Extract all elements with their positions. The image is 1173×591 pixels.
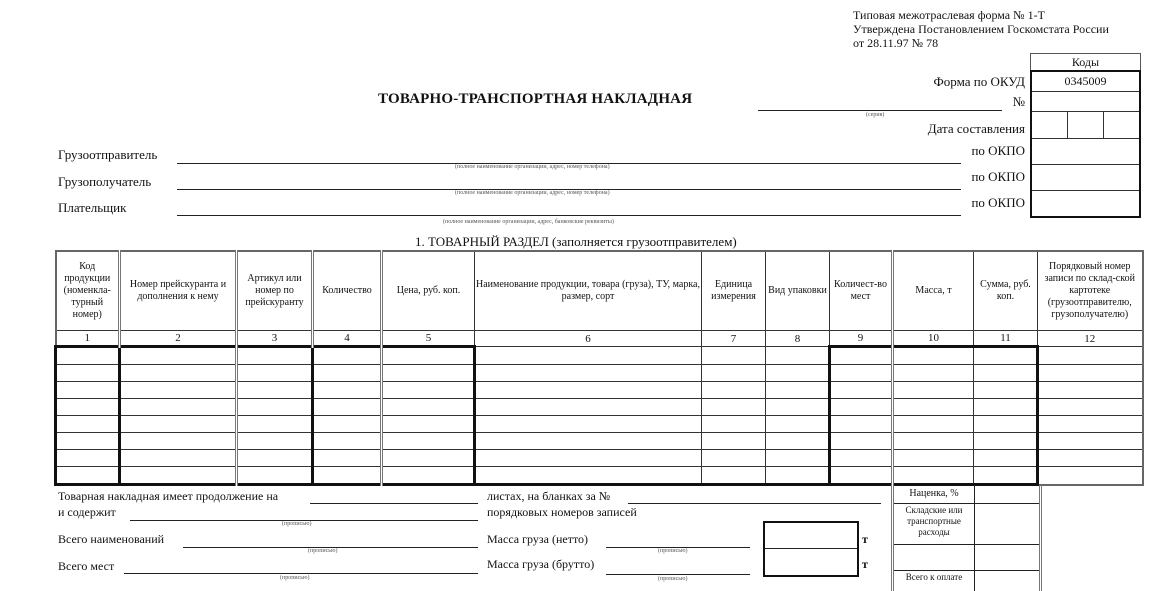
- table-row: [56, 365, 1143, 382]
- net-mass-unit: т: [862, 532, 868, 546]
- cell-article[interactable]: [237, 433, 313, 450]
- cell-package[interactable]: [766, 433, 830, 450]
- cell-package[interactable]: [766, 399, 830, 416]
- cell-places[interactable]: [830, 347, 893, 365]
- cell-mass[interactable]: [893, 347, 974, 365]
- cell-mass[interactable]: [893, 467, 974, 485]
- cell-name[interactable]: [475, 365, 702, 382]
- in-words-hint: (прописью): [282, 521, 312, 527]
- cell-places[interactable]: [830, 399, 893, 416]
- col-number: 2: [120, 331, 237, 347]
- col-number: 5: [382, 331, 475, 347]
- total-names-label: Всего наименований: [58, 532, 165, 546]
- col-number: 8: [766, 331, 830, 347]
- cell-sum[interactable]: [974, 365, 1038, 382]
- col-header-pricelist: Номер прейскуранта и дополнения к нему: [120, 251, 237, 331]
- cell-places[interactable]: [830, 365, 893, 382]
- cell-record-number[interactable]: [1038, 382, 1143, 399]
- cell-places[interactable]: [830, 416, 893, 433]
- gross-mass-field[interactable]: [765, 548, 853, 572]
- net-mass-field[interactable]: [765, 523, 853, 547]
- cell-pricelist[interactable]: [120, 416, 237, 433]
- cell-product-code[interactable]: [56, 399, 120, 416]
- cell-name[interactable]: [475, 450, 702, 467]
- okpo-consignee-field[interactable]: [1032, 165, 1139, 191]
- table-row: [56, 416, 1143, 433]
- cell-price[interactable]: [382, 399, 475, 416]
- form-note: [853, 8, 1109, 50]
- col-number: 7: [702, 331, 766, 347]
- markup-label: Наценка, %: [894, 485, 975, 503]
- page-title: ТОВАРНО-ТРАНСПОРТНАЯ НАКЛАДНАЯ: [378, 91, 693, 107]
- cell-article[interactable]: [237, 416, 313, 433]
- cell-quantity[interactable]: [313, 382, 382, 399]
- cell-mass[interactable]: [893, 399, 974, 416]
- date-label: Дата составления: [927, 121, 1025, 136]
- shipper-hint: (полное наименование организации, адрес, номер телефона): [455, 164, 610, 170]
- cell-quantity[interactable]: [313, 399, 382, 416]
- series-hint: (серия): [866, 112, 885, 118]
- cell-places[interactable]: [830, 450, 893, 467]
- cell-package[interactable]: [766, 347, 830, 365]
- in-words-hint: (прописью): [280, 575, 310, 581]
- gross-mass-words-input[interactable]: [606, 574, 750, 575]
- col-number: 1: [56, 331, 120, 347]
- sheets-count-input[interactable]: [310, 503, 478, 504]
- cell-sum[interactable]: [974, 433, 1038, 450]
- cell-price[interactable]: [382, 416, 475, 433]
- cell-places[interactable]: [830, 433, 893, 450]
- okpo-shipper-field[interactable]: [1032, 139, 1139, 165]
- payer-okpo-label: по ОКПО: [971, 195, 1025, 210]
- cell-mass[interactable]: [893, 450, 974, 467]
- table-row: [56, 347, 1143, 365]
- form-note-line1: Типовая межотраслевая форма № 1-Т: [853, 8, 1045, 22]
- cell-price[interactable]: [382, 433, 475, 450]
- cell-product-code[interactable]: [56, 347, 120, 365]
- codes-header: Коды: [1030, 53, 1141, 70]
- goods-table: [54, 250, 1144, 486]
- cell-unit[interactable]: [702, 467, 766, 485]
- cell-mass[interactable]: [893, 382, 974, 399]
- cell-quantity[interactable]: [313, 365, 382, 382]
- cell-pricelist[interactable]: [120, 433, 237, 450]
- cell-unit[interactable]: [702, 365, 766, 382]
- table-row: [56, 382, 1143, 399]
- cell-unit[interactable]: [702, 450, 766, 467]
- col-header-package: Вид упаковки: [766, 251, 830, 331]
- cell-record-number[interactable]: [1038, 433, 1143, 450]
- cell-price[interactable]: [382, 365, 475, 382]
- cell-product-code[interactable]: [56, 433, 120, 450]
- records-label: порядковых номеров записей: [487, 505, 637, 519]
- table-row: [56, 450, 1143, 467]
- table-row: [56, 399, 1143, 416]
- markup-field[interactable]: [975, 485, 1039, 503]
- date-code-field: [1032, 112, 1139, 139]
- blank-number-input[interactable]: [628, 503, 881, 504]
- cell-record-number[interactable]: [1038, 365, 1143, 382]
- section-title: 1. ТОВАРНЫЙ РАЗДЕЛ (заполняется грузоотправителем): [415, 234, 737, 249]
- cell-product-code[interactable]: [56, 416, 120, 433]
- cell-product-code[interactable]: [56, 467, 120, 485]
- cell-quantity[interactable]: [313, 433, 382, 450]
- total-places-label: Всего мест: [58, 559, 115, 573]
- col-number: 10: [893, 331, 974, 347]
- total-places-input[interactable]: [124, 573, 478, 574]
- cell-name[interactable]: [475, 416, 702, 433]
- col-header-name: Наименование продукции, товара (груза), ТУ, марка, размер, сорт: [475, 251, 702, 331]
- gross-mass-label: Масса груза (брутто): [487, 557, 595, 571]
- cell-mass[interactable]: [893, 416, 974, 433]
- cell-price[interactable]: [382, 347, 475, 365]
- col-number: 9: [830, 331, 893, 347]
- number-code-field[interactable]: [1032, 92, 1139, 112]
- cell-unit[interactable]: [702, 399, 766, 416]
- col-header-quantity: Количество: [313, 251, 382, 331]
- cell-price[interactable]: [382, 450, 475, 467]
- cell-product-code[interactable]: [56, 450, 120, 467]
- cell-pricelist[interactable]: [120, 467, 237, 485]
- gross-mass-unit: т: [862, 557, 868, 571]
- expenses-field[interactable]: [975, 504, 1039, 544]
- cell-quantity[interactable]: [313, 467, 382, 485]
- col-number: 11: [974, 331, 1038, 347]
- col-number: 12: [1038, 331, 1143, 347]
- col-header-mass: Масса, т: [893, 251, 974, 331]
- cell-unit[interactable]: [702, 347, 766, 365]
- form-note-line2: Утверждена Постановлением Госкомстата России: [853, 22, 1109, 36]
- date-day-field[interactable]: [1032, 112, 1068, 138]
- cell-article[interactable]: [237, 450, 313, 467]
- cell-sum[interactable]: [974, 399, 1038, 416]
- series-line[interactable]: [758, 110, 1002, 111]
- cell-name[interactable]: [475, 467, 702, 485]
- cell-sum[interactable]: [974, 347, 1038, 365]
- okud-label: Форма по ОКУД: [933, 74, 1025, 89]
- payer-input[interactable]: [177, 215, 961, 216]
- in-words-hint: (прописью): [658, 576, 688, 582]
- okud-code-field[interactable]: 0345009: [1032, 72, 1139, 92]
- cell-quantity[interactable]: [313, 450, 382, 467]
- consignee-label: Грузополучатель: [58, 174, 152, 189]
- cell-name[interactable]: [475, 382, 702, 399]
- cell-package[interactable]: [766, 450, 830, 467]
- expenses-label: Складские или транспортные расходы: [894, 504, 975, 544]
- sheets-label: листах, на бланках за №: [487, 489, 611, 503]
- cell-product-code[interactable]: [56, 365, 120, 382]
- in-words-hint: (прописью): [658, 548, 688, 554]
- cell-article[interactable]: [237, 467, 313, 485]
- date-year-field[interactable]: [1104, 112, 1139, 138]
- cell-unit[interactable]: [702, 382, 766, 399]
- number-label: №: [1012, 94, 1025, 109]
- table-row: [56, 467, 1143, 485]
- cell-pricelist[interactable]: [120, 450, 237, 467]
- cell-price[interactable]: [382, 382, 475, 399]
- col-header-article: Артикул или номер по прейскуранту: [237, 251, 313, 331]
- contains-label: и содержит: [58, 505, 116, 519]
- cell-sum[interactable]: [974, 416, 1038, 433]
- col-header-places: Количест-во мест: [830, 251, 893, 331]
- col-number: 4: [313, 331, 382, 347]
- cell-product-code[interactable]: [56, 382, 120, 399]
- cell-sum[interactable]: [974, 467, 1038, 485]
- cell-article[interactable]: [237, 347, 313, 365]
- cell-article[interactable]: [237, 365, 313, 382]
- codes-box: [1030, 53, 1141, 218]
- okpo-payer-field[interactable]: [1032, 191, 1139, 216]
- cell-article[interactable]: [237, 382, 313, 399]
- cell-pricelist[interactable]: [120, 382, 237, 399]
- table-number-row: [56, 331, 1143, 347]
- continuation-label: Товарная накладная имеет продолжение на: [58, 489, 279, 503]
- cell-unit[interactable]: [702, 416, 766, 433]
- cell-record-number[interactable]: [1038, 347, 1143, 365]
- shipper-label: Грузоотправитель: [58, 147, 158, 162]
- col-header-price: Цена, руб. коп.: [382, 251, 475, 331]
- total-pay-field[interactable]: [975, 571, 1039, 591]
- cell-article[interactable]: [237, 399, 313, 416]
- cell-pricelist[interactable]: [120, 347, 237, 365]
- consignee-okpo-label: по ОКПО: [971, 169, 1025, 184]
- col-header-record-number: Порядковый номер записи по склад-ской картотеке (грузоотправителю, грузополучателю): [1038, 251, 1143, 331]
- cell-places[interactable]: [830, 467, 893, 485]
- cell-sum[interactable]: [974, 382, 1038, 399]
- col-header-sum: Сумма, руб. коп.: [974, 251, 1038, 331]
- extra-field[interactable]: [975, 545, 1039, 570]
- total-pay-label: Всего к оплате: [894, 571, 975, 591]
- payer-label: Плательщик: [58, 200, 127, 215]
- empty-label-cell: [894, 545, 975, 570]
- table-row: [56, 433, 1143, 450]
- consignee-hint: (полное наименование организации, адрес, номер телефона): [455, 190, 610, 196]
- cell-pricelist[interactable]: [120, 399, 237, 416]
- shipper-okpo-label: по ОКПО: [971, 143, 1025, 158]
- cell-package[interactable]: [766, 416, 830, 433]
- summary-block: [891, 485, 1042, 591]
- cell-name[interactable]: [475, 399, 702, 416]
- payer-hint: (полное наименование организации, адрес, банковские реквизиты): [443, 219, 614, 225]
- cell-sum[interactable]: [974, 450, 1038, 467]
- cell-record-number[interactable]: [1038, 416, 1143, 433]
- col-number: 3: [237, 331, 313, 347]
- cell-mass[interactable]: [893, 365, 974, 382]
- cell-package[interactable]: [766, 382, 830, 399]
- cell-quantity[interactable]: [313, 416, 382, 433]
- cell-record-number[interactable]: [1038, 450, 1143, 467]
- col-header-unit: Единица измерения: [702, 251, 766, 331]
- cell-record-number[interactable]: [1038, 467, 1143, 485]
- cell-unit[interactable]: [702, 433, 766, 450]
- cell-quantity[interactable]: [313, 347, 382, 365]
- cell-package[interactable]: [766, 467, 830, 485]
- in-words-hint: (прописью): [308, 548, 338, 554]
- cell-record-number[interactable]: [1038, 399, 1143, 416]
- date-month-field[interactable]: [1068, 112, 1104, 138]
- net-mass-label: Масса груза (нетто): [487, 532, 589, 546]
- table-header-row: [56, 251, 1143, 331]
- cell-name[interactable]: [475, 433, 702, 450]
- cell-places[interactable]: [830, 382, 893, 399]
- cell-name[interactable]: [475, 347, 702, 365]
- form-note-line3: от 28.11.97 № 78: [853, 36, 939, 50]
- col-header-product-code: Код продукции (номенкла-турный номер): [56, 251, 120, 331]
- cell-price[interactable]: [382, 467, 475, 485]
- cell-mass[interactable]: [893, 433, 974, 450]
- cell-package[interactable]: [766, 365, 830, 382]
- cell-pricelist[interactable]: [120, 365, 237, 382]
- col-number: 6: [475, 331, 702, 347]
